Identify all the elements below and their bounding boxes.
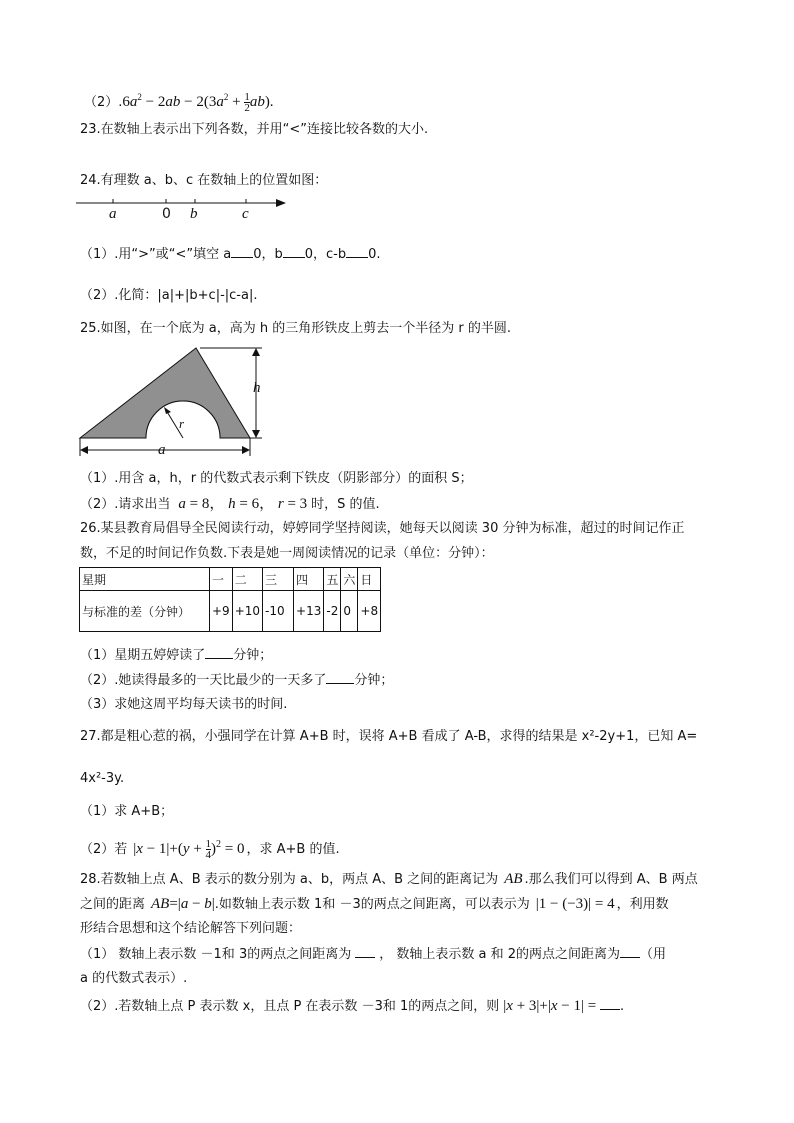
table-cell: 三: [263, 568, 294, 591]
q28-part2: [80, 997, 624, 1016]
blank-abs-sum[interactable]: [600, 997, 620, 1010]
table-cell: 四: [294, 568, 324, 591]
table-cell: -10: [263, 591, 294, 632]
table-cell: +9: [210, 591, 233, 632]
q22-part2-label: （2）.: [84, 95, 123, 110]
blank-max-min-diff[interactable]: [326, 671, 354, 684]
table-row: [80, 591, 381, 632]
q24-part1: [80, 245, 381, 264]
q24-part2: （2）.化简：|a|+|b+c|-|c-a|.: [80, 288, 258, 303]
q28-p1-text-b: ， 数轴上表示数 a 和 2的两点之间距离为: [379, 947, 620, 962]
q27-line1: 27.都是粗心惹的祸，小强同学在计算 A+B 时，误将 A+B 看成了 A-B，求得的结果是 x²-2y+1，已知 A=: [80, 729, 698, 744]
blank-b[interactable]: [283, 245, 305, 258]
q27-condition: |x − 1|+(y + $\frac{1}{4}$ )$^2$ = 0: [133, 838, 245, 862]
table-cell: 六: [341, 568, 358, 591]
q26-line1: 26.某县教育局倡导全民阅读行动，婷婷同学坚持阅读，她每天以阅读 30 分钟为标准，超过的时间记作正: [80, 521, 685, 536]
q22-part2: [84, 88, 274, 113]
q26-line2: 数，不足的时间记作负数.下表是她一周阅读情况的记录（单位：分钟）：: [80, 546, 494, 561]
q26-part1: [80, 646, 272, 665]
q26-p1-text-b: 分钟；: [233, 648, 273, 663]
q24-p1-text-b: 0，b: [253, 247, 283, 262]
reading-table: [79, 567, 381, 632]
blank-a[interactable]: [231, 245, 253, 258]
q28-abs-sum: |x + 3|+|x − 1| =: [503, 998, 600, 1014]
q28-line2-text-a: 之间的距离: [80, 897, 146, 912]
axis-label-b: b: [190, 206, 198, 222]
q27-p2-text-b: ，求 A+B 的值.: [246, 842, 340, 857]
q23-text: 23.在数轴上表示出下列各数，并用“<”连接比较各数的大小.: [80, 122, 429, 137]
q28-p1-text-c: （用: [640, 947, 667, 962]
q27-part1: （1）求 A+B；: [80, 804, 174, 819]
fig-label-r: r: [179, 416, 185, 431]
q28-ab: AB: [504, 871, 523, 887]
blank-friday-minutes[interactable]: [205, 646, 233, 659]
table-cell: +13: [294, 591, 324, 632]
q27-p2-text-a: （2）若: [80, 842, 128, 857]
q28-distance-formula: AB=|a − b|: [151, 896, 215, 912]
q28-line2: [80, 895, 669, 914]
q28-line2-text-c: ，利用数: [616, 897, 669, 912]
table-cell: +8: [358, 591, 381, 632]
table-cell: 二: [232, 568, 262, 591]
q26-p2-text-b: 分钟；: [354, 673, 394, 688]
q25-part1: （1）.用含 a，h，r 的代数式表示剩下铁皮（阴影部分）的面积 S；: [80, 471, 473, 486]
table-cell: -2: [324, 591, 341, 632]
q28-line1: [80, 870, 698, 889]
q24-p1-text-a: （1）.用“>”或“<”填空 a: [80, 247, 232, 262]
q28-p2-text-a: （2）.若数轴上点 P 表示数 x，且点 P 在表示数 －3和 1的两点之间，则: [80, 999, 500, 1014]
q28-line1-text: 28.若数轴上点 A、B 表示的数分别为 a、b，两点 A、B 之间的距离记为: [80, 872, 499, 887]
q24-p1-text-c: 0，c-b: [304, 247, 347, 262]
q28-part1: [80, 945, 666, 964]
axis-label-a: a: [109, 206, 117, 222]
table-cell: 0: [341, 591, 358, 632]
blank-distance-1[interactable]: [355, 945, 375, 958]
blank-distance-2[interactable]: [620, 945, 640, 958]
q28-line1-text-b: .那么我们可以得到 A、B 两点: [524, 872, 698, 887]
q25-values: a = 8， h = 6， r = 3: [178, 496, 308, 512]
blank-cb[interactable]: [346, 245, 368, 258]
table-cell: 日: [358, 568, 381, 591]
fig-label-h: h: [253, 380, 261, 396]
q22-expression: $6a^2 - 2ab - 2(3a^2$ + $\frac{1}{2}$ ab).: [122, 91, 274, 115]
q28-line2-text-b: .如数轴上表示数 1和 －3的两点之间距离，可以表示为: [214, 897, 530, 912]
q25-p2-text-a: （2）.请求出当: [80, 497, 171, 512]
q27-part2: [80, 836, 340, 860]
table-header-diff: 与标准的差（分钟）: [80, 591, 210, 632]
q28-example: |1 − (−3)| = 4: [535, 896, 615, 912]
q24-stem: 24.有理数 a、b、c 在数轴上的位置如图：: [80, 173, 328, 188]
q24-number-line: [76, 195, 288, 225]
axis-label-c: c: [242, 206, 249, 222]
q28-part1-cont: a 的代数式表示）.: [80, 971, 188, 986]
q27-line2: 4x²-3y.: [80, 771, 125, 786]
table-cell: +10: [232, 591, 262, 632]
q25-part2: [80, 495, 380, 514]
q28-period: .: [619, 999, 625, 1014]
q25-stem: 25.如图，在一个底为 a，高为 h 的三角形铁皮上剪去一个半径为 r 的半圆.: [80, 321, 512, 336]
q26-p1-text-a: （1）星期五婷婷读了: [80, 648, 206, 663]
table-cell: 五: [324, 568, 341, 591]
q26-part3: （3）求她这周平均每天读书的时间.: [80, 697, 288, 712]
q28-p1-text-a: （1） 数轴上表示数 －1和 3的两点之间距离为: [80, 947, 352, 962]
table-cell: 一: [210, 568, 233, 591]
q26-p2-text-a: （2）.她读得最多的一天比最少的一天多了: [80, 673, 327, 688]
q24-p1-text-d: 0.: [368, 247, 381, 262]
q25-p2-text-b: 时，S 的值.: [311, 497, 380, 512]
q28-line3: 形结合思想和这个结论解答下列问题：: [80, 921, 302, 936]
q25-triangle-figure: [78, 340, 278, 465]
axis-label-0: 0: [162, 206, 171, 222]
fig-label-a: a: [158, 442, 166, 458]
q26-part2: [80, 671, 393, 690]
table-header-weekday: 星期: [80, 568, 210, 591]
table-row: [80, 568, 381, 591]
